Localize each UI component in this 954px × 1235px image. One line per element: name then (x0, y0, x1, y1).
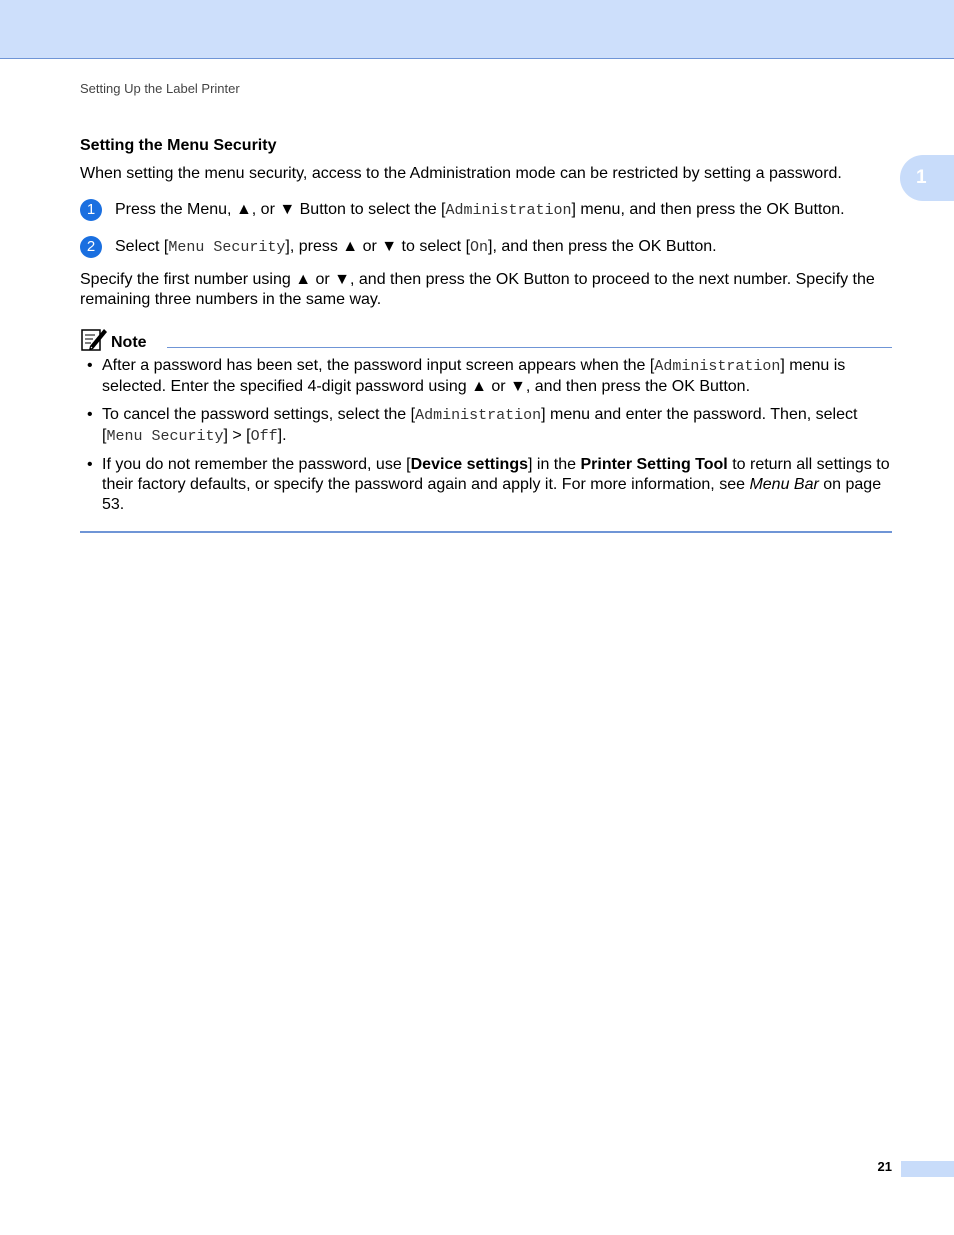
note-3-text-before: If you do not remember the password, use [ (102, 456, 411, 473)
intro-paragraph: When setting the menu security, access to the Administration mode can be restricted by setting a password. (80, 165, 842, 182)
note-divider (167, 347, 892, 348)
step-2 (80, 237, 892, 258)
note-header (80, 326, 892, 352)
note-2-menu-administration: Administration (415, 407, 542, 424)
note-3-text-middle-2: to return all settings to their factory defaults, or specify the password again and apply it. For more information, see (102, 456, 890, 493)
step-1-menu-administration: Administration (445, 202, 572, 219)
note-3-menu-bar-link[interactable]: Menu Bar (749, 476, 819, 493)
note-list (80, 356, 892, 515)
chapter-number: 1 (916, 167, 927, 188)
section-title: Setting the Menu Security (80, 137, 277, 154)
note-1-text-after: ] menu is selected. Enter the specified 4-digit password using ▲ or ▼, and then press the OK Button. (102, 357, 846, 395)
step-number-1: 1 (80, 199, 102, 221)
note-3-printer-setting-tool: Printer Setting Tool (580, 456, 728, 473)
step-1-text-after: ] menu, and then press the OK Button. (571, 201, 845, 218)
note-1-text-before: After a password has been set, the password input screen appears when the [ (102, 357, 655, 374)
main-content (80, 136, 892, 533)
note-item-2 (80, 405, 892, 447)
running-header: Setting Up the Label Printer (80, 81, 240, 96)
step-2-text-middle: ], press ▲ or ▼ to select [ (285, 238, 471, 255)
step-1 (80, 200, 892, 221)
note-2-option-off: Off (250, 428, 278, 445)
note-2-text-middle-2: ] > [ (223, 427, 251, 444)
page-number: 21 (877, 1159, 892, 1174)
followup-paragraph: Specify the first number using ▲ or ▼, and then press the OK Button to proceed to the next number. Specify the remaining three numbers in the same way. (80, 271, 875, 308)
step-2-text-after: ], and then press the OK Button. (488, 238, 717, 255)
step-number-2: 2 (80, 236, 102, 258)
note-3-device-settings: Device settings (410, 456, 528, 473)
note-2-text-middle-1: ] menu and enter the password. Then, select [ (102, 406, 858, 444)
note-end-rule (80, 531, 892, 533)
note-item-3 (80, 455, 892, 515)
note-2-menu-security: Menu Security (106, 428, 224, 445)
note-item-1 (80, 356, 892, 397)
step-2-option-on: On (470, 239, 489, 256)
note-1-menu-administration: Administration (654, 358, 781, 375)
page-tab (901, 1161, 954, 1177)
note-pencil-icon (80, 326, 108, 352)
step-1-text-before: Press the Menu, ▲, or ▼ Button to select the [ (115, 201, 446, 218)
note-2-text-before: To cancel the password settings, select the [ (102, 406, 416, 423)
note-2-text-after: ]. (277, 427, 287, 444)
chapter-tab (900, 155, 954, 201)
step-2-menu-security: Menu Security (168, 239, 286, 256)
step-2-text-before: Select [ (115, 238, 169, 255)
note-3-text-middle-1: ] in the (528, 456, 581, 473)
note-label: Note (111, 334, 147, 351)
header-band (0, 0, 954, 59)
note-3-text-after: on page 53. (102, 476, 882, 513)
